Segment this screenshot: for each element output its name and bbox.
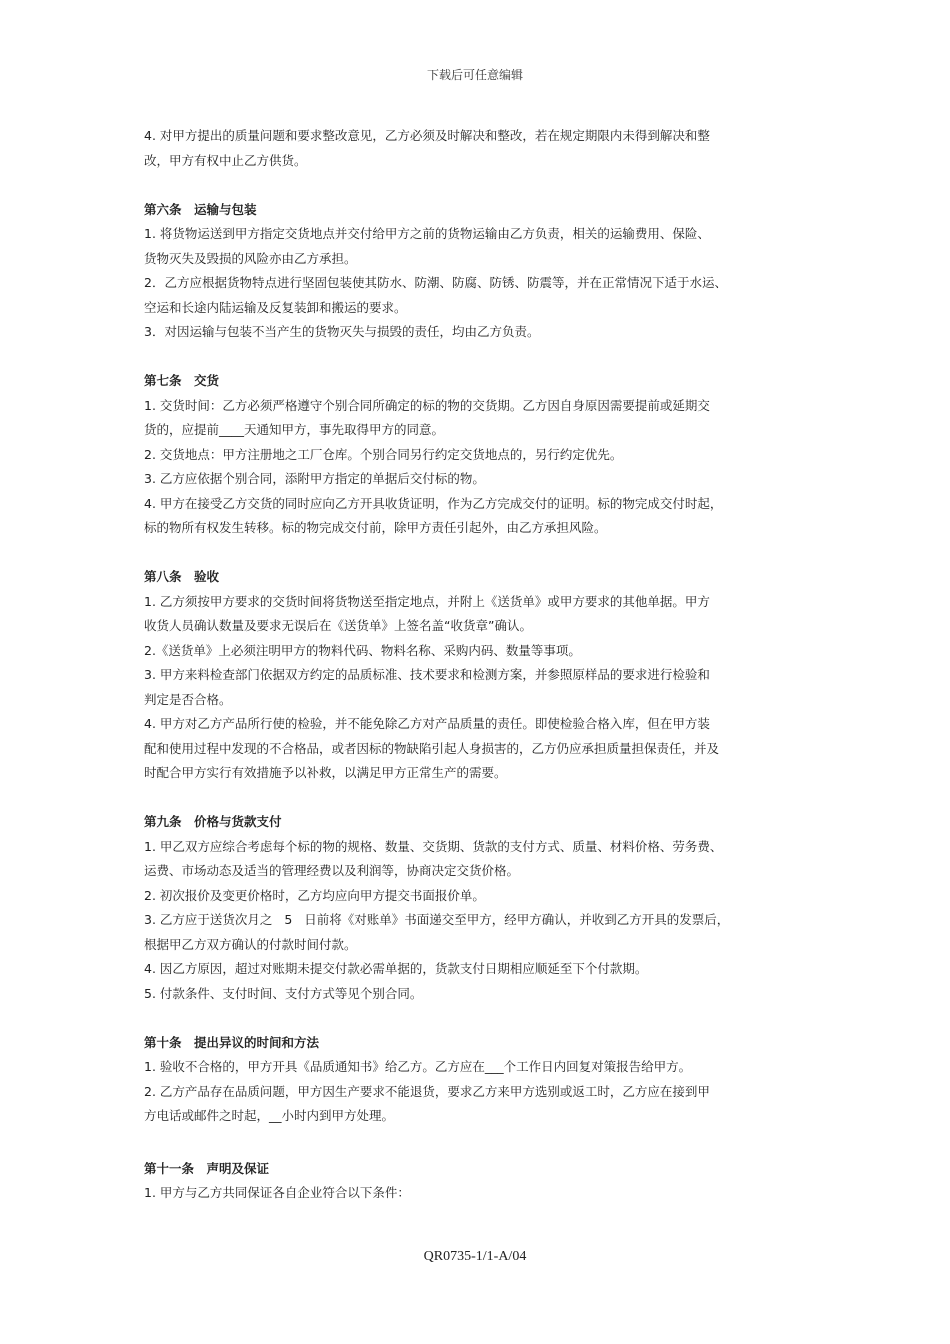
section-line: 3．对因运输与包装不当产生的货物灭失与损毁的责任，均由乙方负责。 <box>144 324 540 339</box>
document-body <box>144 124 824 1206</box>
section-title: 第九条 价格与货款支付 <box>144 814 282 829</box>
section-line: 空运和长途内陆运输及反复装卸和搬运的要求。 <box>144 299 407 315</box>
section-line: 1. 验收不合格的，甲方开具《品质通知书》给乙方。乙方应在___个工作日内回复对策报告给甲方。 <box>144 1059 692 1074</box>
section-line: 货物灭失及毁损的风险亦由乙方承担。 <box>144 250 357 266</box>
section-line: 1. 将货物运送到甲方指定交货地点并交付给甲方之前的货物运输由乙方负责，相关的运输费用、保险、 <box>144 226 710 241</box>
section-line: 4. 甲方在接受乙方交货的同时应向乙方开具收货证明，作为乙方完成交付的证明。标的物完成交付时起， <box>144 495 723 511</box>
section-line: 1. 乙方须按甲方要求的交货时间将货物送至指定地点，并附上《送货单》或甲方要求的其他单据。甲方 <box>144 593 710 609</box>
intro-line: 改，甲方有权中止乙方供货。 <box>144 152 307 168</box>
section-line: 4. 因乙方原因，超过对账期未提交付款必需单据的，货款支付日期相应顺延至下个付款期。 <box>144 961 648 976</box>
section-line: 3. 乙方应于送货次月之 5 日前将《对账单》书面递交至甲方，经甲方确认，并收到乙方开具的发票后， <box>144 912 730 927</box>
section-line: 货的，应提前____天通知甲方，事先取得甲方的同意。 <box>144 422 445 437</box>
intro-line: 4. 对甲方提出的质量问题和要求整改意见，乙方必须及时解决和整改，若在规定期限内未得到解决和整 <box>144 128 710 143</box>
section-line: 2. 交货地点：甲方注册地之工厂仓库。个别合同另行约定交货地点的，另行约定优先。 <box>144 446 623 462</box>
section-line: 2．乙方应根据货物特点进行坚固包装使其防水、防潮、防腐、防锈、防震等，并在正常情况下适于水运、 <box>144 275 727 290</box>
section-line: 配和使用过程中发现的不合格品，或者因标的物缺陷引起人身损害的，乙方仍应承担质量担保责任，并及 <box>144 740 720 756</box>
section-line: 根据甲乙方双方确认的付款时间付款。 <box>144 936 357 952</box>
section-line: 时配合甲方实行有效措施予以补救，以满足甲方正常生产的需要。 <box>144 765 507 780</box>
section-line: 4. 甲方对乙方产品所行使的检验，并不能免除乙方对产品质量的责任。即使检验合格入库，但在甲方装 <box>144 716 710 731</box>
section-title: 第八条 验收 <box>144 569 220 584</box>
page-header: 下载后可任意编辑 <box>426 68 523 82</box>
section-title: 第十条 提出异议的时间和方法 <box>144 1034 320 1050</box>
section-line: 3. 甲方来料检查部门依据双方约定的品质标准、技术要求和检测方案，并参照原样品的要求进行检验和 <box>144 667 710 682</box>
section-line: 1. 甲方与乙方共同保证各自企业符合以下条件： <box>144 1185 410 1200</box>
section-line: 运费、市场动态及适当的管理经费以及利润等，协商决定交货价格。 <box>144 863 520 878</box>
section-line: 1. 交货时间：乙方必须严格遵守个别合同所确定的标的物的交货期。乙方因自身原因需要提前或延期交 <box>144 397 710 413</box>
section-line: 判定是否合格。 <box>144 691 232 707</box>
section-line: 3. 乙方应依据个别合同，添附甲方指定的单据后交付标的物。 <box>144 471 485 486</box>
section-line: 5. 付款条件、支付时间、支付方式等见个别合同。 <box>144 985 423 1001</box>
section-title: 第七条 交货 <box>144 373 220 388</box>
section-line: 2. 初次报价及变更价格时，乙方均应向甲方提交书面报价单。 <box>144 887 485 903</box>
section-line: 收货人员确认数量及要求无误后在《送货单》上签名盖“收货章”确认。 <box>144 618 532 633</box>
section-title: 第六条 运输与包装 <box>144 201 257 217</box>
section-line: 1. 甲乙双方应综合考虑每个标的物的规格、数量、交货期、货款的支付方式、质量、材料价格、劳务费、 <box>144 838 723 854</box>
section-line: 标的物所有权发生转移。标的物完成交付前，除甲方责任引起外，由乙方承担风险。 <box>144 520 607 535</box>
section-line: 方电话或邮件之时起，__小时内到甲方处理。 <box>144 1108 395 1123</box>
section-line: 2. 乙方产品存在品质问题，甲方因生产要求不能退货，要求乙方来甲方选别或返工时，乙方应在接到甲 <box>144 1083 710 1099</box>
page-footer: QR0735-1/1-A/04 <box>423 1249 527 1264</box>
section-line: 2.《送货单》上必须注明甲方的物料代码、物料名称、采购内码、数量等事项。 <box>144 642 581 658</box>
section-title: 第十一条 声明及保证 <box>144 1160 270 1176</box>
